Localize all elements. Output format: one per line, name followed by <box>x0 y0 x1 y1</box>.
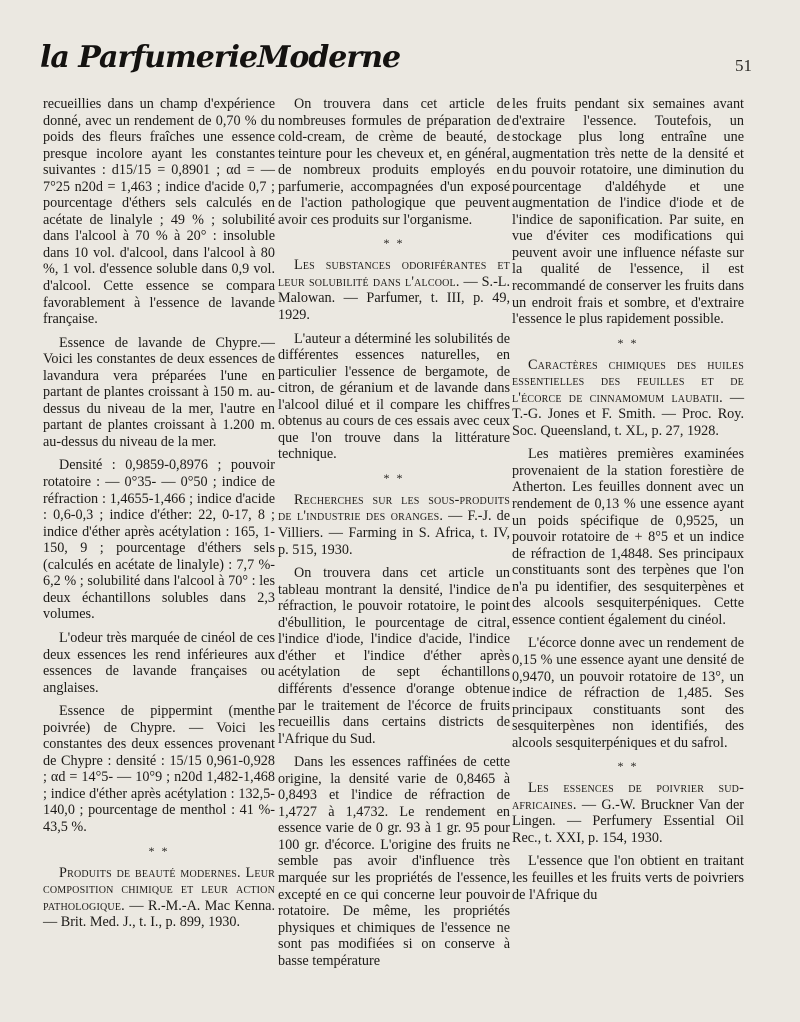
column-2 <box>278 96 510 976</box>
bibliographic-reference <box>43 865 275 931</box>
reference-title: Recherches sur les sous-produits de l'industrie des oranges. <box>278 491 510 525</box>
bibliographic-reference <box>278 492 510 558</box>
paragraph: L'odeur très marquée de cinéol de ces deux essences les rend inférieures aux essences de lavande françaises ou anglaises. <box>43 629 275 696</box>
reference-title: Les substances odoriférantes et leur solubilité dans l'alcool. <box>278 257 510 290</box>
paragraph: Les matières premières examinées provenaient de la station forestière de Atherton. Les feuilles donnent avec un rendement de 0,13 % une essence ayant un poids spécifique de 0,9525, un pouvoir rotatoire de + 8°5 et un indice de réfraction de 1,4848. Ses principaux constituants sont des terpènes que l'on n'a pu identifier, des sesquiterpènes et des alcools sesquiterpéniques. Cette essence contient également du cinéol. <box>512 446 744 628</box>
paragraph: Essence de lavande de Chypre.— Voici les constantes de deux essences de lavandura vera préparées l'une en partant de plantes croissant à 150 m. au-dessus du niveau de la mer, l'autre en partant de plantes croissant à 1.200 m. au-dessus du niveau de la mer. <box>43 334 275 450</box>
journal-masthead: la ParfumerieModerne <box>40 40 401 75</box>
section-separator: * * <box>383 470 405 485</box>
paragraph: Densité : 0,9859-0,8976 ; pouvoir rotatoire : — 0°35- — 0°50 ; indice de réfraction : 1,4655-1,466 ; indice d'acide : 0,6-0,3 ; indice d'éther: 22, 0-17, 8 ; indice d'éther après acétylation : 165, 1-150, 9 ; pourcentage d'éthers sels (calculés en acétate de linalyle) : 7,7 %- 6,2 % ; solubilité dans l'alcool à 70° : les deux échantillons solubles dans 2,3 volumes. <box>43 457 275 623</box>
reference-title: Produits de beauté modernes. Leur composition chimique et leur action pathologique. <box>43 864 275 914</box>
section-separator: * * <box>617 759 639 774</box>
bibliographic-reference <box>512 780 744 846</box>
column-3 <box>512 96 744 910</box>
reference-source: — T.-G. Jones et F. Smith. — Proc. Roy. Soc. Queensland, t. XL, p. 27, 1928. <box>512 389 745 439</box>
page-number: 51 <box>735 56 752 75</box>
paragraph: Essence de pippermint (menthe poivrée) de Chypre. — Voici les constantes des deux essences provenant de Chypre : densité : 15/15 0,961-0,928 ; αd = 14°5- — 10°9 ; n20d 1,482-1,468 ; indice d'éther après acétylation : 132,5-140,0 ; pourcentage de menthol : 41 %- 43,5 %. <box>43 703 275 835</box>
section-separator: * * <box>383 236 405 251</box>
reference-source: — S.-L. Malowan. — Parfumer, t. III, p. 49, 1929. <box>278 273 511 324</box>
reference-source: — R.-M.-A. Mac Kenna. — Brit. Med. J., t. I., p. 899, 1930. <box>43 897 276 931</box>
section-separator: * * <box>148 843 170 858</box>
column-1 <box>43 96 275 938</box>
paragraph: On trouvera dans cet article de nombreuses formules de préparation de cold-cream, de crème de beauté, de teinture pour les cheveux et, en général, de nombreux produits employés en parfumerie, accompagnées d'un exposé de l'action pathologique que peuvent avoir ces produits sur l'organisme. <box>278 96 510 228</box>
reference-source: — F.-J. de Villiers. — Farming in S. Africa, t. IV, p. 515, 1930. <box>278 508 511 558</box>
paragraph: L'essence que l'on obtient en traitant les feuilles et les fruits verts de poivriers de l'Afrique du <box>512 853 744 903</box>
reference-title: Caractères chimiques des huiles essentielles des feuilles et de l'écorce de cinnamomum laubatii. <box>512 356 744 406</box>
bibliographic-reference <box>278 257 510 323</box>
bibliographic-reference <box>512 357 744 440</box>
paragraph: recueillies dans un champ d'expérience donné, avec un rendement de 0,70 % du poids des fleurs fraîches une essence presque incolore ayant les constantes suivantes : d15/15 = 0,8901 ; αd = — 7°25 n20d = 1,463 ; indice d'acide 0,7 ; pourcentage d'éthers sels calculés en acétate de linalyle ; 49 % ; solubilité dans l'alcool à 70 % à 20° : insoluble dans 10 vol. d'alcool, dans l'alcool à 80 %, 1 vol. d'essence soluble dans 0,9 vol. d'alcool. Cette essence se compara favorablement à l'essence de lavande française. <box>43 96 275 328</box>
paragraph: les fruits pendant six semaines avant d'extraire l'essence. Toutefois, un stockage plus long entraîne une augmentation très nette de la densité et du pouvoir rotatoire, une diminution du pourcentage d'aldéhyde et une augmentation de l'indice d'iode et de l'indice de saponification. Par suite, en vue d'éviter ces modifications qui peuvent avoir une influence néfaste sur la qualité de l'essence, il est recommandé de conserver les fruits dans un endroit frais et sombre, et d'extraire l'essence le plus rapidement possible. <box>512 96 744 328</box>
reference-source: — G.-W. Bruckner Van der Lingen. — Perfumery Essential Oil Rec., t. XXI, p. 154, 1930. <box>512 796 744 846</box>
paragraph: L'auteur a déterminé les solubilités de différentes essences naturelles, en particulier l'essence de bergamote, de citron, de géranium et de lavande dans l'alcool dilué et il compare les chiffres obtenus au cours de ces essais avec ceux que l'on trouve dans la littérature technique. <box>278 330 510 463</box>
paragraph: L'écorce donne avec un rendement de 0,15 % une essence ayant une densité de 0,9470, un pouvoir rotatoire de 13°, un indice de réfraction de 1,485. Ses principaux constituants sont des sesquiterpènes non identifiés, des alcools sesquiterpéniques et du safrol. <box>512 635 744 751</box>
section-separator: * * <box>617 335 639 350</box>
paragraph: Dans les essences raffinées de cette origine, la densité varie de 0,8465 à 0,8493 et l'indice de réfraction de 1,4727 à 1,4732. Le rendement en essence varie de 0 gr. 93 à 1 gr. 95 pour 100 gr. d'écorce. L'origine des fruits ne semble pas avoir d'influence très marquée sur les propriétés de l'essence, excepté en ce qui concerne leur pouvoir rotatoire. De même, les propriétés physiques et chimiques de l'essence ne sont pas modifiées si on conserve à basse température <box>278 754 510 969</box>
reference-title: Les essences de poivrier sud-africaines. <box>512 780 744 813</box>
paragraph: On trouvera dans cet article un tableau montrant la densité, l'indice de réfraction, le pouvoir rotatoire, le point d'ébullition, le pourcentage de citral, l'indice d'iode, l'indice d'acide, l'indice d'éther et l'indice d'éther après acétylation de sept échantillons différents d'essence d'orange obtenue par le traitement de l'écorce de fruits recueillis dans certains districts de l'Afrique du Sud. <box>278 565 510 747</box>
